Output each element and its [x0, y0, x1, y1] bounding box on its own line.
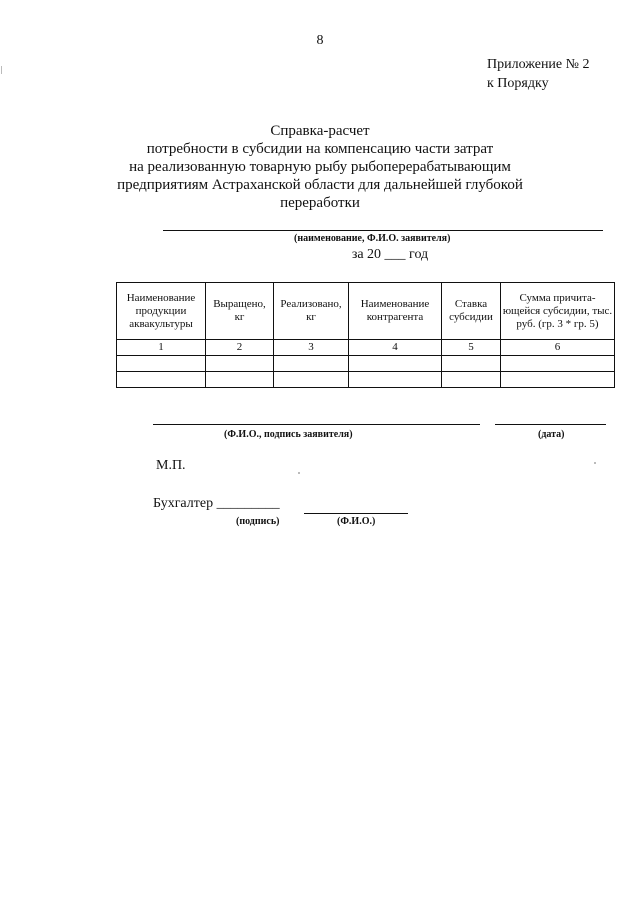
column-number: 3 [274, 340, 349, 356]
table-cell [501, 372, 615, 388]
accountant-name-line [304, 513, 408, 514]
table-cell [442, 372, 501, 388]
annex-number: Приложение № 2 [487, 57, 590, 72]
column-header-subsidy-amount: Сумма причита-ющейся субсидии, тыс. руб. (гр. 3 * гр. 5) [501, 283, 615, 340]
column-number: 1 [117, 340, 206, 356]
title-line-2: потребности в субсидии на компенсацию части затрат [146, 141, 494, 157]
table-cell [274, 372, 349, 388]
table-cell [117, 356, 206, 372]
scan-mark [1, 66, 2, 74]
column-number-row [117, 340, 615, 356]
title-line-5: переработки [280, 195, 360, 211]
table-row [117, 356, 615, 372]
date-line [495, 424, 606, 425]
column-number: 6 [501, 340, 615, 356]
table-cell [117, 372, 206, 388]
table-cell [501, 356, 615, 372]
accountant-block [153, 496, 280, 512]
scan-mark [298, 472, 300, 474]
page-number: 8 [316, 33, 324, 48]
table-cell [442, 356, 501, 372]
title-line-3: на реализованную товарную рыбу рыбоперерабатывающим [129, 159, 511, 175]
column-header-product: Наименование продукции аквакультуры [117, 283, 206, 340]
table-cell [206, 356, 274, 372]
subsidy-table [116, 282, 615, 388]
column-header-grown: Выращено, кг [206, 283, 274, 340]
table-cell [349, 356, 442, 372]
title-line-4: предприятиям Астраханской области для дальнейшей глубокой [117, 177, 523, 193]
column-number: 5 [442, 340, 501, 356]
annex-reference [487, 55, 590, 93]
applicant-signature-line [153, 424, 480, 425]
column-number: 2 [206, 340, 274, 356]
table-cell [349, 372, 442, 388]
column-number: 4 [349, 340, 442, 356]
accountant-name-caption: (Ф.И.О.) [337, 516, 376, 527]
accountant-signature-blank: _________ [216, 496, 280, 511]
scan-mark [594, 462, 596, 464]
report-period: за 20 ___ год [351, 247, 429, 262]
accountant-label: Бухгалтер [153, 496, 214, 511]
document-title [0, 122, 640, 212]
stamp-place: М.П. [156, 458, 186, 473]
applicant-signature-caption: (Ф.И.О., подпись заявителя) [224, 429, 353, 440]
date-caption: (дата) [538, 429, 565, 440]
accountant-signature-caption: (подпись) [236, 516, 280, 527]
column-header-counterparty: Наименование контрагента [349, 283, 442, 340]
applicant-name-caption: (наименование, Ф.И.О. заявителя) [294, 233, 451, 244]
table-header-row [117, 283, 615, 340]
applicant-name-line [163, 230, 603, 231]
column-header-sold: Реализовано, кг [274, 283, 349, 340]
column-header-rate: Ставка субсидии [442, 283, 501, 340]
title-line-1: Справка-расчет [270, 123, 370, 139]
table-cell [274, 356, 349, 372]
table-cell [206, 372, 274, 388]
annex-order: к Порядку [487, 76, 549, 91]
table-row [117, 372, 615, 388]
